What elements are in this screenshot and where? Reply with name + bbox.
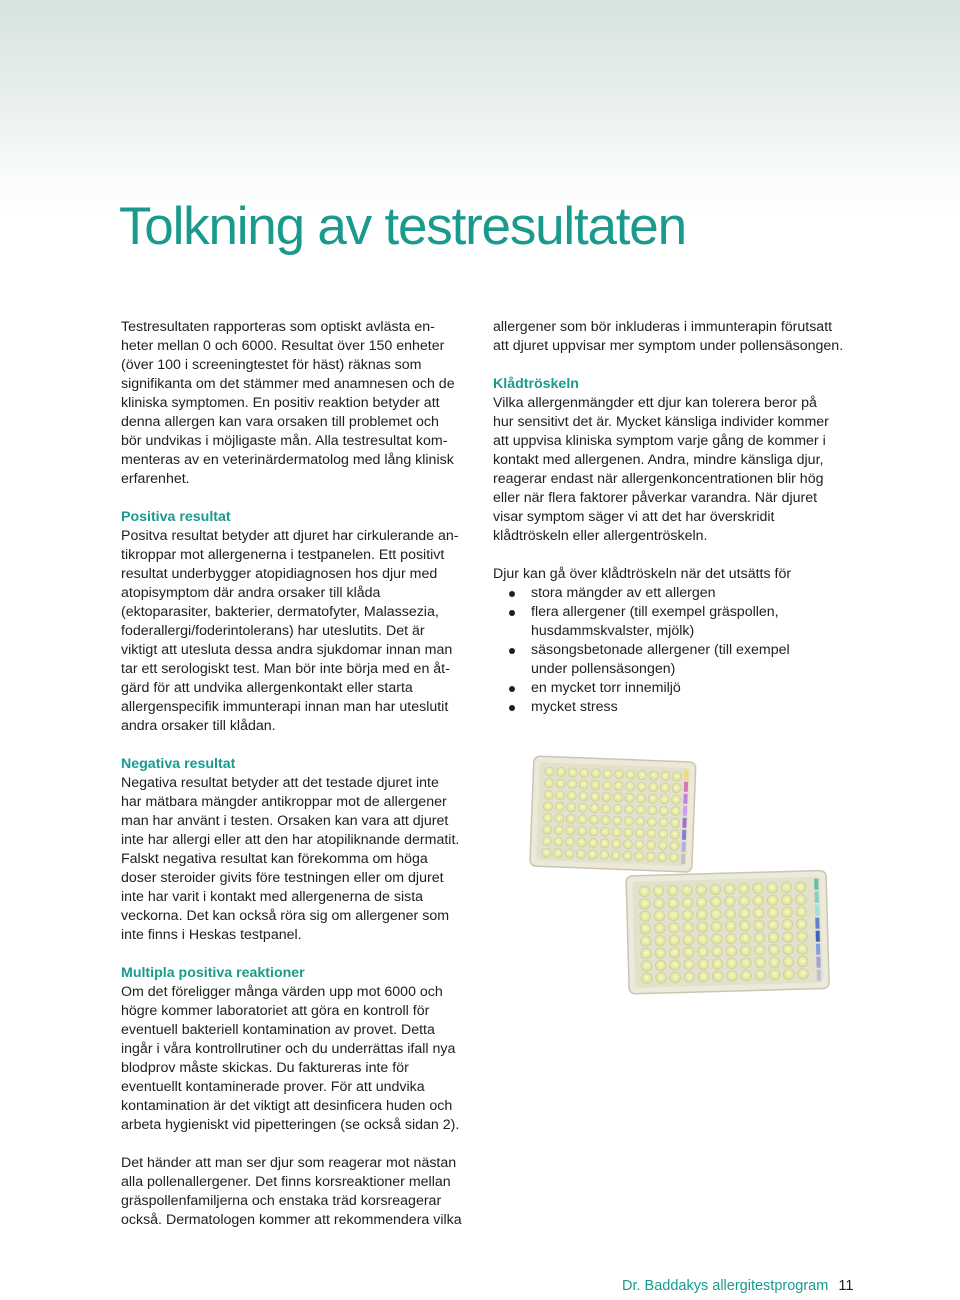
- text-line: eventuellt kontaminerade prover. För att undvika: [121, 1079, 425, 1095]
- strip-cell: [683, 806, 687, 816]
- plate-well: [577, 826, 587, 836]
- plate-well: [796, 919, 807, 930]
- text-line: allergener som bör inkluderas i immunterapin förutsatt: [493, 319, 833, 335]
- plate-well: [567, 791, 577, 801]
- plate-well: [739, 908, 750, 919]
- strip-cell: [682, 830, 686, 840]
- plate-well: [614, 781, 624, 791]
- intro-paragraph: [121, 318, 481, 489]
- plate-well: [726, 933, 737, 944]
- plate-well: [668, 910, 679, 921]
- text-line: Det händer att man ser djur som reagerar mot nästan: [121, 1155, 457, 1171]
- plate-well: [625, 793, 635, 803]
- text-line: foderallergi/foderintolerans) har uteslutits. Det är: [121, 623, 425, 639]
- plate-well: [577, 838, 587, 848]
- plate-well: [647, 817, 657, 827]
- text-line: eventuell bakteriell kontamination av provet. Detta: [121, 1022, 435, 1038]
- text-line: kontamination är det viktigt att desinficera huden och: [121, 1098, 453, 1114]
- section-heading-negative: Negativa resultat: [121, 756, 236, 772]
- plate-well: [545, 767, 555, 777]
- text-line: en mycket torr innemiljö: [531, 680, 681, 696]
- text-line: blodprov måste skickas. Du faktureras inte för: [121, 1060, 409, 1076]
- plate-well: [591, 780, 601, 790]
- plate-well: [623, 851, 633, 861]
- plate-well: [682, 897, 693, 908]
- text-line: bör undvikas i möjligaste mån. Alla testresultat kom-: [121, 433, 448, 449]
- strip-cell: [815, 905, 819, 916]
- plate-well: [655, 960, 666, 971]
- text-line: stora mängder av ett allergen: [531, 585, 716, 601]
- footer-title: Dr. Baddakys allergitestprogram: [622, 1278, 829, 1294]
- plate-well: [767, 882, 778, 893]
- plate-well: [565, 849, 575, 859]
- plate-well: [669, 853, 679, 863]
- plate-well: [726, 946, 737, 957]
- text-line: under pollensäsongen): [531, 661, 676, 677]
- text-line: inte har allergi eller att den har atopiliknande dermatit.: [121, 832, 460, 848]
- plate-well: [769, 957, 780, 968]
- text-line: mycket stress: [531, 699, 618, 715]
- plate-well: [544, 790, 554, 800]
- text-line: tar ett serologiskt test. Man bör inte börja med en åt-: [121, 661, 450, 677]
- text-line: att djuret uppvisar mer symptom under pollensäsongen.: [493, 338, 844, 354]
- plate-well: [614, 770, 624, 780]
- text-line: högre kommer laboratoriet att göra en kontroll för: [121, 1003, 430, 1019]
- plate-well: [668, 898, 679, 909]
- text-line: ingår i våra kontrollrutiner och du underrättas ifall nya: [121, 1041, 456, 1057]
- page-title: Tolkning av testresultaten: [119, 197, 686, 256]
- plate-well: [767, 907, 778, 918]
- plate-well: [543, 813, 553, 823]
- plate-well: [669, 947, 680, 958]
- plate-well: [682, 885, 693, 896]
- plate-well: [782, 907, 793, 918]
- plate-well: [795, 882, 806, 893]
- plate-well: [684, 959, 695, 970]
- section-heading-positive: Positiva resultat: [121, 509, 231, 525]
- itch-threshold-paragraph: [493, 394, 853, 546]
- plate-well: [711, 934, 722, 945]
- plate-well: [669, 935, 680, 946]
- plate-well: [653, 886, 664, 897]
- multiple-paragraph: [121, 983, 481, 1135]
- plate-well: [725, 921, 736, 932]
- text-line: resultat underbygger atopidiagnosen hos djur med: [121, 566, 438, 582]
- plate-bottom: [626, 870, 829, 994]
- plate-well: [640, 923, 651, 934]
- text-line: heter mellan 0 och 6000. Resultat över 150 enheter: [121, 338, 445, 354]
- plate-well: [657, 852, 667, 862]
- plate-well: [579, 780, 589, 790]
- plate-well: [636, 805, 646, 815]
- plate-well: [542, 848, 552, 858]
- plate-well: [600, 827, 610, 837]
- text-line: (ektoparasiter, bakterier, dermatofyter, Malassezia,: [121, 604, 439, 620]
- right-column: [493, 318, 853, 717]
- plate-well: [683, 947, 694, 958]
- plate-well: [684, 972, 695, 983]
- plate-well: [698, 946, 709, 957]
- elisa-plate-photo: [494, 748, 834, 1013]
- cross-reaction-paragraph: [121, 1154, 481, 1230]
- plate-well: [553, 848, 563, 858]
- text-line: erfarenhet.: [121, 471, 190, 487]
- text-line: Testresultaten rapporteras som optiskt avlästa en-: [121, 319, 435, 335]
- plate-well: [754, 945, 765, 956]
- page-number: 11: [838, 1278, 854, 1294]
- plate-well: [636, 817, 646, 827]
- plate-well: [753, 895, 764, 906]
- text-line: atopisymptom där andra orsaker till klåda: [121, 585, 381, 601]
- plate-well: [555, 790, 565, 800]
- header-gradient-band: [0, 0, 960, 215]
- plate-well: [543, 802, 553, 812]
- text-line: inte har varit i kontakt med allergenerna de sista: [121, 889, 424, 905]
- plate-well: [768, 944, 779, 955]
- text-line: alla pollenallergener. Det finns korsreaktioner mellan: [121, 1174, 451, 1190]
- continued-paragraph: [493, 318, 853, 356]
- plate-well: [612, 816, 622, 826]
- plate-well: [767, 895, 778, 906]
- plate-well: [578, 803, 588, 813]
- plate-well: [654, 910, 665, 921]
- plate-well: [754, 932, 765, 943]
- plate-well: [768, 920, 779, 931]
- plate-well: [544, 778, 554, 788]
- text-line: arbeta hygieniskt vid pipetteringen (se också sidan 2).: [121, 1117, 460, 1133]
- plate-well: [683, 934, 694, 945]
- text-line: kliniska symptomen. En positiv reaktion betyder att: [121, 395, 440, 411]
- plate-well: [649, 771, 659, 781]
- plate-well: [588, 838, 598, 848]
- strip-cell: [681, 854, 685, 864]
- plate-well: [579, 791, 589, 801]
- list-item: [493, 698, 853, 717]
- plate-well: [646, 852, 656, 862]
- strip-cell: [814, 879, 818, 890]
- text-line: gärd för att undvika allergenkontakt eller starta: [121, 680, 413, 696]
- plate-well: [783, 944, 794, 955]
- list-item: [493, 641, 853, 679]
- plate-well: [739, 896, 750, 907]
- text-line: visar symptom säger vi att det har överskridit: [493, 509, 775, 525]
- left-column: [121, 318, 481, 1230]
- plate-well: [712, 958, 723, 969]
- plate-well: [556, 767, 566, 777]
- plate-well: [611, 851, 621, 861]
- plate-well: [659, 806, 669, 816]
- strip-cell: [816, 957, 820, 968]
- text-line: signifikanta om det stämmer med anamnesen och de: [121, 376, 455, 392]
- plate-well: [566, 814, 576, 824]
- plate-well: [768, 932, 779, 943]
- plate-well: [599, 850, 609, 860]
- plate-well: [647, 829, 657, 839]
- plate-well: [655, 948, 666, 959]
- plate-well: [542, 836, 552, 846]
- plate-well: [566, 802, 576, 812]
- plate-well: [554, 837, 564, 847]
- plate-well: [783, 969, 794, 980]
- section-heading-multiple: Multipla positiva reaktioner: [121, 965, 305, 981]
- plate-well: [635, 828, 645, 838]
- plate-well: [712, 971, 723, 982]
- text-line: doser steroider givits före testningen eller om djuret: [121, 870, 444, 886]
- plate-well: [637, 770, 647, 780]
- plate-well: [697, 934, 708, 945]
- plate-well: [660, 794, 670, 804]
- plate-well: [568, 768, 578, 778]
- plate-well: [639, 886, 650, 897]
- plate-well: [726, 958, 737, 969]
- section-heading-itch-threshold: Klådtröskeln: [493, 376, 579, 392]
- text-line: tikroppar mot allergenerna i testpanelen. Ett positivt: [121, 547, 445, 563]
- plate-well: [635, 840, 645, 850]
- text-line: klådtröskeln eller allergentröskeln.: [493, 528, 708, 544]
- plate-well: [567, 779, 577, 789]
- plate-well: [671, 807, 681, 817]
- plate-well: [656, 972, 667, 983]
- plate-well: [603, 769, 613, 779]
- strip-cell: [817, 970, 821, 981]
- plate-well: [671, 795, 681, 805]
- strip-cell: [815, 918, 819, 929]
- plate-well: [781, 894, 792, 905]
- plate-well: [624, 816, 634, 826]
- strip-cell: [816, 944, 820, 955]
- plate-well: [754, 920, 765, 931]
- plate-well: [682, 910, 693, 921]
- plate-well: [613, 793, 623, 803]
- plate-well: [769, 969, 780, 980]
- text-line: veckorna. Det kan också röra sig om allergener som: [121, 908, 450, 924]
- strip-cell: [815, 892, 819, 903]
- plate-well: [640, 911, 651, 922]
- plate-well: [600, 839, 610, 849]
- plate-well: [740, 958, 751, 969]
- plate-well: [602, 792, 612, 802]
- plate-well: [725, 908, 736, 919]
- list-item: [493, 603, 853, 641]
- plate-well: [648, 806, 658, 816]
- text-line: denna allergen kan vara orsaken till problemet och: [121, 414, 439, 430]
- plate-well: [658, 829, 668, 839]
- strip-cell: [681, 842, 685, 852]
- page-footer: [622, 1278, 853, 1294]
- plate-well: [741, 970, 752, 981]
- plate-well: [669, 960, 680, 971]
- plate-well: [672, 772, 682, 782]
- plate-well: [725, 896, 736, 907]
- plate-well: [554, 825, 564, 835]
- text-line: flera allergener (till exempel gräspollen,: [531, 604, 779, 620]
- plate-well: [798, 968, 809, 979]
- plate-well: [670, 972, 681, 983]
- plate-well: [554, 814, 564, 824]
- plate-well: [698, 959, 709, 970]
- plate-well: [781, 882, 792, 893]
- text-line: Vilka allergenmängder ett djur kan tolerera beror på: [493, 395, 817, 411]
- plate-well: [590, 792, 600, 802]
- plate-well: [710, 884, 721, 895]
- text-line: husdammskvalster, mjölk): [531, 623, 695, 639]
- strip-cell: [682, 818, 686, 828]
- text-line: hur sensitivt det är. Mycket känsliga individer kommer: [493, 414, 829, 430]
- plate-well: [601, 815, 611, 825]
- plate-well: [740, 933, 751, 944]
- list-intro: Djur kan gå över klådtröskeln när det utsätts för: [493, 566, 792, 582]
- plate-well: [738, 883, 749, 894]
- trigger-list: [493, 584, 853, 717]
- strip-cell: [816, 931, 820, 942]
- plate-well: [576, 849, 586, 859]
- strip-cell: [684, 782, 688, 792]
- list-item: [493, 679, 853, 698]
- plate-well: [565, 837, 575, 847]
- plate-well: [740, 945, 751, 956]
- strip-cell: [683, 794, 687, 804]
- plate-well: [634, 852, 644, 862]
- text-line: andra orsaker till klådan.: [121, 718, 276, 734]
- plate-well: [783, 956, 794, 967]
- plate-well: [602, 781, 612, 791]
- text-line: gräspollenfamiljerna och enstaka träd korsreagerar: [121, 1193, 442, 1209]
- plate-well: [755, 970, 766, 981]
- text-line: (över 100 i screeningtestet för häst) räknas som: [121, 357, 422, 373]
- text-line: viktigt att utesluta dessa andra sjukdomar innan man: [121, 642, 453, 658]
- positive-paragraph: [121, 527, 481, 736]
- plate-well: [648, 794, 658, 804]
- plate-well: [589, 827, 599, 837]
- plate-well: [698, 971, 709, 982]
- plate-well: [796, 906, 807, 917]
- plate-top: [530, 756, 696, 872]
- plate-well: [670, 830, 680, 840]
- plate-well: [727, 970, 738, 981]
- text-line: att uppvisa kliniska symptom varje gång de kommer i: [493, 433, 826, 449]
- negative-paragraph: [121, 774, 481, 945]
- text-line: Positva resultat betyder att djuret har cirkulerande an-: [121, 528, 459, 544]
- plate-well: [649, 782, 659, 792]
- plate-well: [579, 768, 589, 778]
- plate-well: [613, 804, 623, 814]
- plate-well: [654, 898, 665, 909]
- plate-well: [696, 884, 707, 895]
- plate-well: [601, 804, 611, 814]
- plate-well: [712, 946, 723, 957]
- plate-well: [668, 922, 679, 933]
- plate-well: [697, 922, 708, 933]
- plate-well: [655, 935, 666, 946]
- plate-well: [753, 883, 764, 894]
- text-line: kontakt med allergenen. Andra, mindre känsliga djur,: [493, 452, 824, 468]
- plate-well: [578, 815, 588, 825]
- plate-well: [797, 944, 808, 955]
- plate-well: [637, 782, 647, 792]
- plate-well: [626, 770, 636, 780]
- plate-well: [542, 825, 552, 835]
- plate-well: [782, 919, 793, 930]
- plate-well: [683, 922, 694, 933]
- plate-well: [654, 923, 665, 934]
- plate-well: [590, 803, 600, 813]
- plate-well: [640, 936, 651, 947]
- plate-well: [625, 782, 635, 792]
- plate-well: [711, 909, 722, 920]
- plate-well: [589, 815, 599, 825]
- plate-well: [639, 898, 650, 909]
- plate-well: [555, 802, 565, 812]
- plate-well: [641, 973, 652, 984]
- text-line: menteras av en veterinärdermatolog med lång klinisk: [121, 452, 454, 468]
- text-line: man har använt i testen. Orsaken kan vara att djuret: [121, 813, 449, 829]
- plate-well: [669, 841, 679, 851]
- plate-well: [624, 805, 634, 815]
- plate-well: [739, 920, 750, 931]
- plate-well: [660, 783, 670, 793]
- plate-well: [797, 956, 808, 967]
- text-line: Falskt negativa resultat kan förekomma om höga: [121, 851, 428, 867]
- text-line: också. Dermatologen kommer att rekommendera vilka: [121, 1212, 462, 1228]
- plate-well: [566, 826, 576, 836]
- plate-well: [710, 896, 721, 907]
- plate-well: [755, 957, 766, 968]
- plate-well: [646, 840, 656, 850]
- text-line: inte finns i Heskas testpanel.: [121, 927, 302, 943]
- plate-well: [591, 769, 601, 779]
- plate-well: [696, 897, 707, 908]
- plate-well: [795, 894, 806, 905]
- strip-cell: [684, 770, 688, 780]
- text-line: Negativa resultat betyder att det testade djuret inte: [121, 775, 439, 791]
- text-line: Om det föreligger många värden upp mot 6000 och: [121, 984, 443, 1000]
- plate-well: [659, 818, 669, 828]
- plate-well: [612, 839, 622, 849]
- plate-well: [711, 921, 722, 932]
- plate-well: [636, 794, 646, 804]
- plate-well: [696, 909, 707, 920]
- plate-well: [641, 948, 652, 959]
- text-line: reagerar endast när allergenkoncentrationen blir hög: [493, 471, 824, 487]
- plate-well: [667, 885, 678, 896]
- list-item: [493, 584, 853, 603]
- plate-well: [661, 771, 671, 781]
- text-line: eller när flera faktorer påverkar varandra. När djuret: [493, 490, 818, 506]
- text-line: säsongsbetonade allergener (till exempel: [531, 642, 790, 658]
- plate-well: [797, 931, 808, 942]
- plate-well: [724, 884, 735, 895]
- plate-well: [588, 850, 598, 860]
- plate-well: [658, 841, 668, 851]
- plate-well: [612, 827, 622, 837]
- plate-well: [670, 818, 680, 828]
- plate-well: [641, 960, 652, 971]
- plate-well: [556, 779, 566, 789]
- text-line: har mätbara mängder antikroppar mot de allergener: [121, 794, 447, 810]
- plate-well: [672, 783, 682, 793]
- plate-well: [782, 932, 793, 943]
- plate-well: [753, 908, 764, 919]
- plate-well: [624, 828, 634, 838]
- plate-well: [623, 839, 633, 849]
- text-line: allergenspecifik immunterapi innan man har uteslutit: [121, 699, 449, 715]
